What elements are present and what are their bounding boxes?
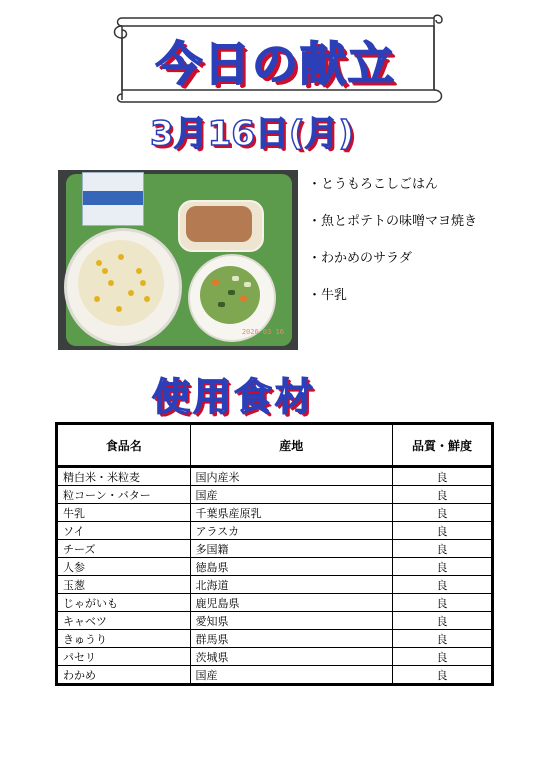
cell-origin: 群馬県	[190, 630, 392, 648]
cell-origin: 鹿児島県	[190, 594, 392, 612]
table-row	[57, 467, 493, 486]
menu-item: ・とうもろこしごはん	[308, 177, 439, 192]
photo-date-stamp: 2026 03 16	[241, 328, 284, 336]
cell-origin: アラスカ	[190, 522, 392, 540]
cell-food-name: キャベツ	[57, 612, 191, 630]
title-banner	[108, 14, 444, 106]
cell-food-name: パセリ	[57, 648, 191, 666]
cell-food-name: わかめ	[57, 666, 191, 685]
cell-origin: 国産	[190, 486, 392, 504]
cell-quality: 良	[392, 467, 492, 486]
cell-origin: 徳島県	[190, 558, 392, 576]
cell-quality: 良	[392, 630, 492, 648]
table-row	[57, 666, 493, 685]
menu-list	[308, 176, 544, 324]
header-quality: 品質・鮮度	[392, 424, 492, 467]
menu-date: 3月16日(月)	[150, 114, 355, 154]
cell-quality: 良	[392, 486, 492, 504]
cell-origin: 千葉県産原乳	[190, 504, 392, 522]
table-row	[57, 594, 493, 612]
cell-food-name: じゃがいも	[57, 594, 191, 612]
table-row	[57, 504, 493, 522]
cell-food-name: 粒コーン・バター	[57, 486, 191, 504]
menu-item: ・わかめのサラダ	[308, 251, 412, 266]
corn-rice	[78, 240, 164, 326]
cell-quality: 良	[392, 558, 492, 576]
cell-origin: 茨城県	[190, 648, 392, 666]
table-row	[57, 486, 493, 504]
page-title: 今日の献立	[156, 37, 396, 91]
table-header-row	[57, 424, 493, 467]
table-row	[57, 648, 493, 666]
cell-quality: 良	[392, 504, 492, 522]
wakame-salad	[200, 266, 260, 324]
cell-quality: 良	[392, 666, 492, 685]
cell-quality: 良	[392, 522, 492, 540]
milk-carton	[82, 172, 144, 226]
menu-item: ・魚とポテトの味噌マヨ焼き	[308, 214, 478, 229]
cell-quality: 良	[392, 576, 492, 594]
cell-origin: 多国籍	[190, 540, 392, 558]
table-row	[57, 522, 493, 540]
meal-photo	[58, 170, 298, 350]
table-row	[57, 612, 493, 630]
cell-food-name: きゅうり	[57, 630, 191, 648]
grilled-fish	[186, 206, 252, 242]
cell-origin: 国産	[190, 666, 392, 685]
table-row	[57, 558, 493, 576]
cell-quality: 良	[392, 540, 492, 558]
cell-quality: 良	[392, 594, 492, 612]
cell-quality: 良	[392, 648, 492, 666]
header-food-name: 食品名	[57, 424, 191, 467]
cell-origin: 国内産米	[190, 467, 392, 486]
ingredients-table	[55, 422, 494, 686]
cell-origin: 愛知県	[190, 612, 392, 630]
cell-food-name: ソイ	[57, 522, 191, 540]
cell-food-name: 精白米・米粒麦	[57, 467, 191, 486]
cell-food-name: 牛乳	[57, 504, 191, 522]
cell-origin: 北海道	[190, 576, 392, 594]
cell-food-name: チーズ	[57, 540, 191, 558]
header-origin: 産地	[190, 424, 392, 467]
table-row	[57, 540, 493, 558]
cell-food-name: 人参	[57, 558, 191, 576]
ingredients-title: 使用食材	[152, 375, 317, 419]
table-row	[57, 630, 493, 648]
table-row	[57, 576, 493, 594]
menu-item: ・牛乳	[308, 288, 348, 303]
cell-quality: 良	[392, 612, 492, 630]
cell-food-name: 玉葱	[57, 576, 191, 594]
table-body	[57, 467, 493, 685]
